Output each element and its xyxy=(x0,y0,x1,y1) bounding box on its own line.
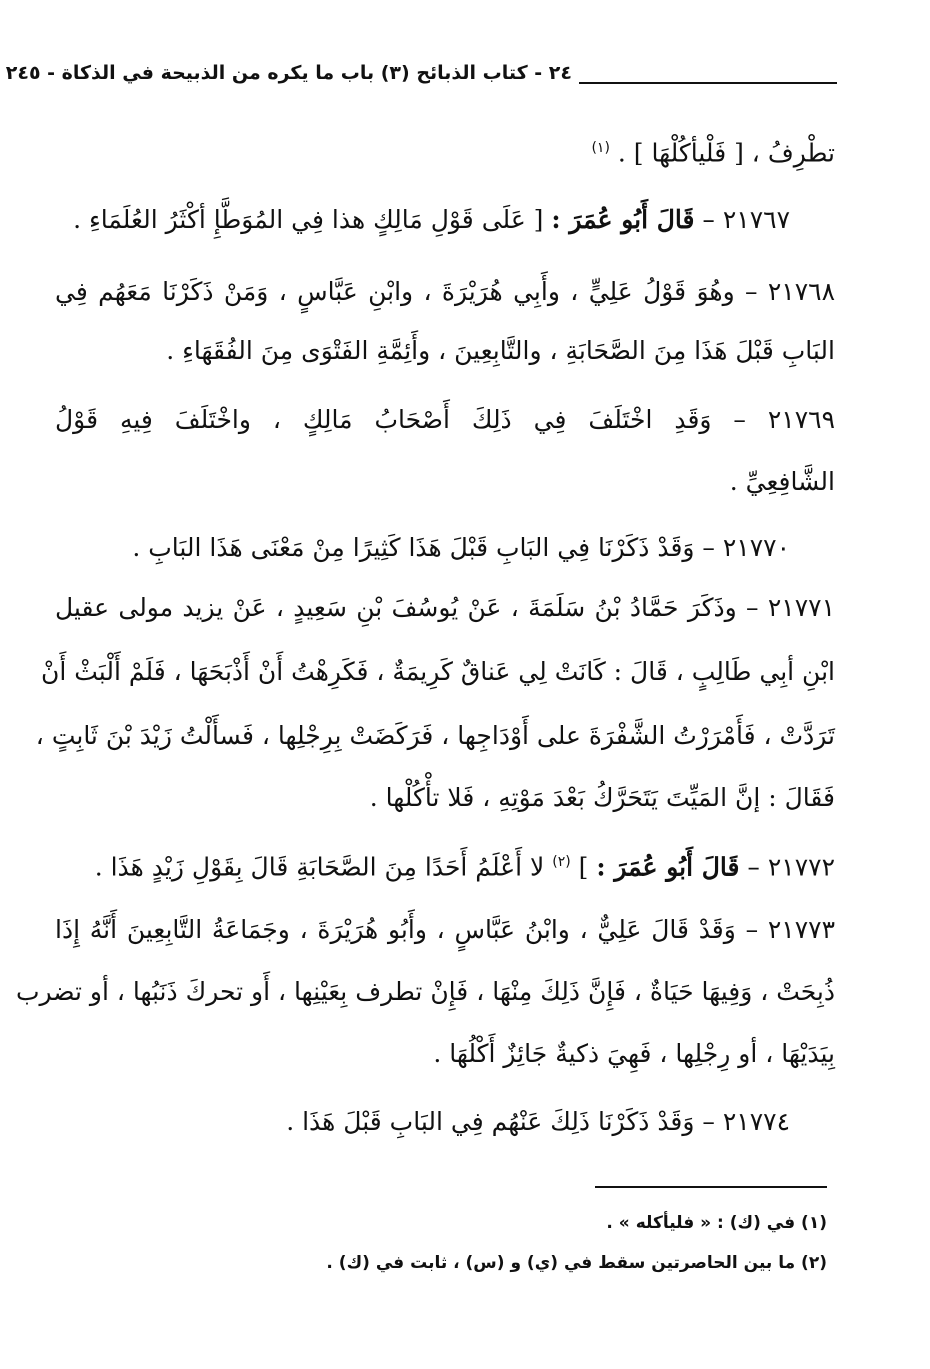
paragraph-21768: ٢١٧٦٨ – وهُوَ قَوْلُ عَلِيٍّ ، وأَبِي هُرَيْرَةَ ، وابْنِ عَبَّاسٍ ، وَمَنْ ذَكَرْنَا مَعَهُم فِي xyxy=(55,277,835,306)
text-line-10: تَرَدَّتْ ، فَأَمْرَرْتُ الشَّفْرَةَ على أَوْدَاجِها ، فَرَكَضَتْ بِرِجْلِها ، فَسأَلْتُ زَيْدَ بْنَ ثَابِتٍ ، xyxy=(35,721,835,750)
paragraph-21772 xyxy=(55,842,835,887)
text-line-14: ذُبِحَتْ ، وَفِيهَا حَيَاةٌ ، فَإِنَّ ذَلِكَ مِنْهَا ، فَإِنْ تطرف بِعَيْنِها ، أَو تحركَ ذَنَبُها ، أو تضرب xyxy=(15,977,835,1006)
speaker-name: قَالَ أَبُو عُمَرَ : xyxy=(551,205,695,234)
running-header xyxy=(5,58,837,98)
footnote-1: (١) في (ك) : « فليأكله » . xyxy=(606,1213,827,1233)
paragraph-21771: ٢١٧٧١ – وذَكَرَ حَمَّادُ بْنُ سَلَمَةَ ، عَنْ يُوسُفَ بْنِ سَعِيدٍ ، عَنْ يزيد مولى عقيل xyxy=(55,593,835,622)
header-title: ٢٤ - كتاب الذبائح (٣) باب ما يكره من الذبيحة في الذكاة - ٢٤٥ xyxy=(5,62,572,84)
footnote-ref-1: (١) xyxy=(591,140,610,156)
line-text: [ عَلَى قَوْلِ مَالِكٍ هذا فِي المُوَطَّإِ أكْثَرُ العُلَمَاءِ . xyxy=(73,205,544,234)
paragraph-21770: ٢١٧٧٠ – وَقَدْ ذَكَرْنَا فِي البَابِ قَبْلَ هَذَا كَثِيرًا مِنْ مَعْنَى هَذَا البَابِ . xyxy=(132,533,790,562)
text-line-4: البَابِ قَبْلَ هَذَا مِنَ الصَّحَابَةِ ، والتَّابِعِينَ ، وأَئِمَّةِ الفَتْوَى مِنَ الفُقَهَاءِ . xyxy=(166,336,835,365)
paragraph-21774: ٢١٧٧٤ – وَقَدْ ذَكَرْنَا ذَلِكَ عَنْهُم فِي البَابِ قَبْلَ هَذَا . xyxy=(286,1107,790,1136)
speaker-name: قَالَ أَبُو عُمَرَ : xyxy=(596,852,740,882)
paragraph-number: ٢١٧٧٢ – xyxy=(747,852,835,882)
paragraph-21767 xyxy=(55,200,790,240)
text-line-6: الشَّافِعِيِّ . xyxy=(729,467,835,496)
paragraph-21769: ٢١٧٦٩ – وَقَدِ اخْتَلَفَ فِي ذَلِكَ أَصْحَابُ مَالِكٍ ، واخْتَلَفَ فِيهِ قَوْلُ xyxy=(55,405,835,434)
text-line-11: فَقَالَ : إنَّ المَيِّتَ يَتَحَرَّكُ بَعْدَ مَوْتِهِ ، فَلا تأْكُلْها . xyxy=(369,783,835,812)
paragraph-number: ٢١٧٦٧ – xyxy=(702,205,790,234)
line-text: تطْرِفُ ، [ فَلْيأكُلْهَا ] . xyxy=(617,138,835,168)
footnote-ref-2: (٢) xyxy=(552,854,571,870)
header-rule xyxy=(579,82,837,84)
text-line-9: ابْنِ أبِي طَالِبٍ ، قَالَ : كَانَتْ لِي عَناقٌ كَرِيمَةٌ ، فَكَرِهْتُ أَنْ أَذْبَحَهَا ، فَلَمْ أَلْبَثْ أَنْ xyxy=(40,657,835,686)
paragraph-21773: ٢١٧٧٣ – وَقَدْ قَالَ عَلِيٌّ ، وابْنُ عَبَّاسٍ ، وأَبُو هُرَيْرَةَ ، وجَمَاعَةُ التَّابِعِينَ أَنَّهُ إِذَا xyxy=(55,915,835,944)
footnote-2: (٢) ما بين الحاصرتين سقط في (ي) و (س) ، ثابت في (ك) . xyxy=(326,1253,827,1273)
line-text: لا أَعْلَمُ أَحَدًا مِنَ الصَّحَابَةِ قَالَ بِقَوْلِ زَيْدٍ هَذَا . xyxy=(94,852,545,882)
text-line-1 xyxy=(55,128,835,173)
text-line-15: بِيَدَيْهَا ، أو رِجْلِها ، فَهِيَ ذكيةٌ جَائِزٌ أَكْلُهَا . xyxy=(433,1039,835,1068)
bracket: ] xyxy=(578,852,589,882)
footnote-rule xyxy=(595,1186,827,1188)
